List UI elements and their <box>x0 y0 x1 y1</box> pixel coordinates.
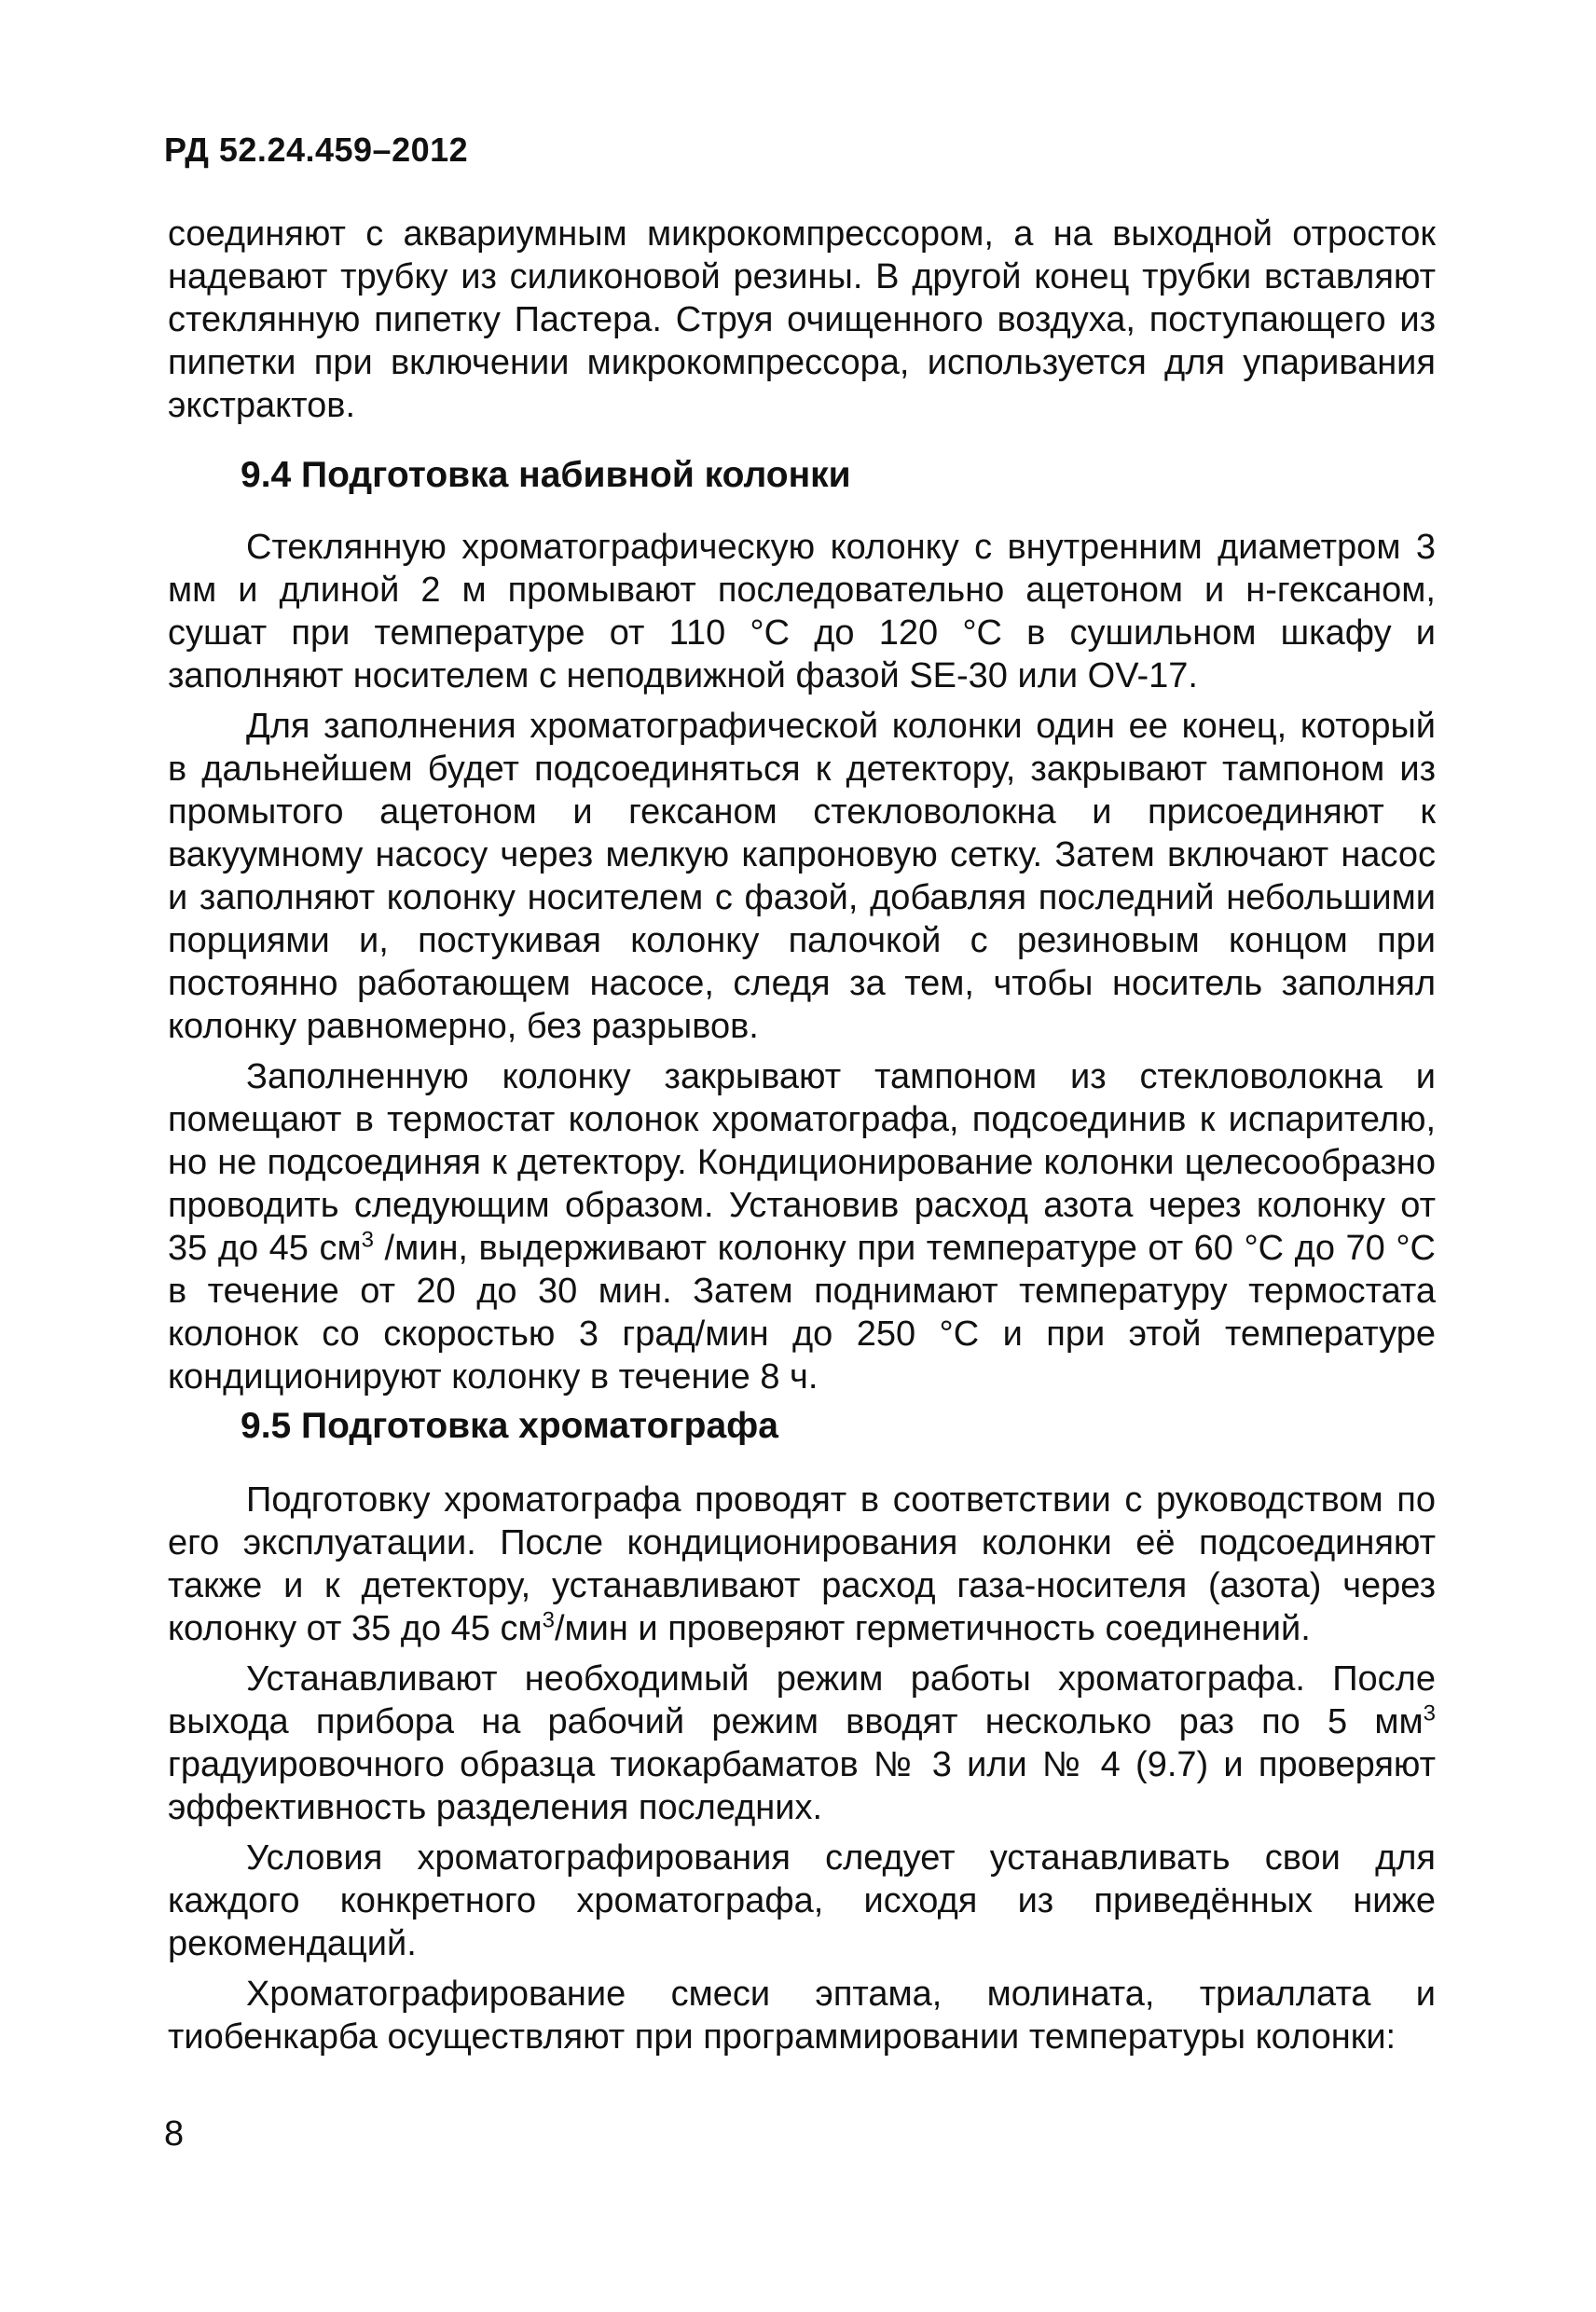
preparation-text-part-1: Подготовку хроматографа проводят в соответствии с руководством по его эксплуатации. После кондиционирования колонки её подсоединяют также и к детектору, устанавливают расход газа-носителя (азота) через колонку от 35 до 45 см <box>168 1480 1436 1648</box>
paragraph-9-4-column-wash: Стеклянную хроматографическую колонку с внутренним диаметром 3 мм и длиной 2 м промывают последовательно ацетоном и н-гексаном, сушат при температуре от 110 °С до 120 °С в сушильном шкафу и заполняют носителем с неподвижной фазой SE-30 или OV-17. <box>168 528 1436 695</box>
conditioning-text-part-1: Заполненную колонку закрывают тампоном из стекловолокна и помещают в термостат колонок хроматографа, подсоединив к испарителю, но не подсоединяя к детектору. Кондиционирование колонки целесообразно проводить следующим образом. Установив расход азота через колонку от 35 до 45 см <box>168 1057 1436 1268</box>
superscript-cube: 3 <box>1423 1700 1436 1727</box>
paragraph-9-5-conditions: Условия хроматографирования следует устанавливать свои для каждого конкретного хроматографа, исходя из приведённых ниже рекомендаций. <box>168 1838 1436 1963</box>
paragraph-9-5-mode <box>168 1658 1436 1829</box>
text-block-intro <box>168 213 1436 427</box>
paragraph-9-5-programming: Хроматографирование смеси эптама, молината, триаллата и тиобенкарба осуществляют при программировании температуры колонки: <box>168 1975 1436 2057</box>
superscript-cube: 3 <box>361 1227 374 1253</box>
paragraph-9-5-preparation <box>168 1479 1436 1650</box>
text-block-9-4 <box>168 526 1436 1398</box>
document-number: РД 52.24.459–2012 <box>164 131 469 169</box>
section-heading-9-5: 9.5 Подготовка хроматографа <box>241 1406 778 1446</box>
section-heading-9-4: 9.4 Подготовка набивной колонки <box>241 455 851 495</box>
paragraph-intro: соединяют с аквариумным микрокомпрессором, а на выходной отросток надевают трубку из силиконовой резины. В другой конец трубки вставляют стеклянную пипетку Пастера. Струя очищенного воздуха, поступающего из пипетки при включении микрокомпрессора, используется для упаривания экстрактов. <box>168 214 1436 425</box>
preparation-text-part-2: /мин и проверяют герметичность соединений. <box>554 1609 1311 1648</box>
text-block-9-5 <box>168 1479 1436 2058</box>
paragraph-9-4-column-fill: Для заполнения хроматографической колонки один ее конец, который в дальнейшем будет подсоединяться к детектору, закрывают тампоном из промытого ацетоном и гексаном стекловолокна и присоединяют к вакуумному насосу через мелкую капроновую сетку. Затем включают насос и заполняют колонку носителем с фазой, добавляя последний небольшими порциями и, постукивая колонку палочкой с резиновым концом при постоянно работающем насосе, следя за тем, чтобы носитель заполнял колонку равномерно, без разрывов. <box>168 707 1436 1046</box>
superscript-cube: 3 <box>542 1607 555 1633</box>
mode-text-part-2: градуировочного образца тиокарбаматов № 3 или № 4 (9.7) и проверяют эффективность разделения последних. <box>168 1745 1436 1827</box>
mode-text-part-1: Устанавливают необходимый режим работы хроматографа. После выхода прибора на рабочий режим вводят несколько раз по 5 мм <box>168 1659 1436 1741</box>
conditioning-text-part-2: /мин, выдерживают колонку при температуре от 60 °С до 70 °С в течение от 20 до 30 мин. Затем поднимают температуру термостата колонок со скоростью 3 град/мин до 250 °С и при этой температуре кондиционируют колонку в течение 8 ч. <box>168 1229 1436 1397</box>
paragraph-9-4-conditioning <box>168 1055 1436 1398</box>
page-number: 8 <box>164 2114 185 2154</box>
